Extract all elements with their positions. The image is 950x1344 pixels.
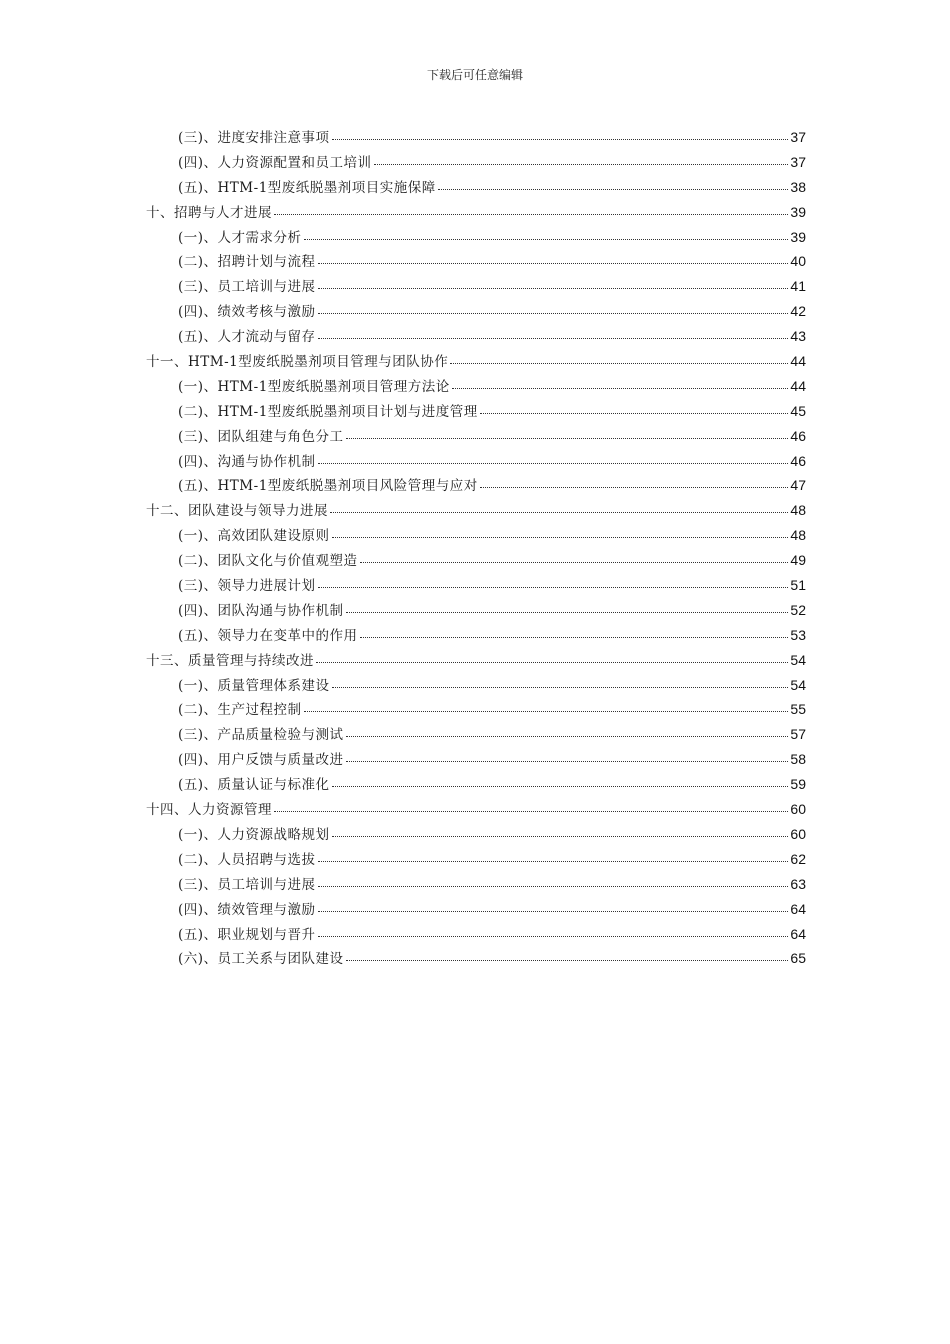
toc-dot-leader xyxy=(304,710,789,712)
toc-entry-page-number: 54 xyxy=(790,676,806,693)
toc-entry-page-number: 49 xyxy=(790,552,806,569)
toc-section-entry[interactable] xyxy=(146,573,806,598)
toc-entry-title: (六)、员工关系与团队建设 xyxy=(178,951,344,968)
toc-entry-page-number: 46 xyxy=(790,427,806,444)
toc-section-entry[interactable] xyxy=(146,847,806,872)
toc-dot-leader xyxy=(318,910,789,912)
toc-entry-page-number: 37 xyxy=(790,129,806,145)
toc-section-entry[interactable] xyxy=(146,772,806,797)
toc-section-entry[interactable] xyxy=(146,722,806,747)
toc-entry-title: 十四、人力资源管理 xyxy=(146,802,272,819)
toc-dot-leader xyxy=(318,312,789,314)
toc-entry-title: (二)、生产过程控制 xyxy=(178,702,302,719)
toc-dot-leader xyxy=(318,262,789,264)
toc-section-entry[interactable] xyxy=(146,872,806,897)
toc-dot-leader xyxy=(346,437,789,439)
toc-dot-leader xyxy=(318,935,789,937)
toc-entry-page-number: 43 xyxy=(790,328,806,345)
toc-dot-leader xyxy=(316,661,788,663)
toc-dot-leader xyxy=(332,686,789,688)
toc-entry-page-number: 42 xyxy=(790,303,806,320)
toc-section-entry[interactable] xyxy=(146,249,806,274)
toc-dot-leader xyxy=(318,885,789,887)
toc-entry-page-number: 63 xyxy=(790,875,806,892)
toc-chapter-entry[interactable] xyxy=(146,648,806,673)
toc-chapter-entry[interactable] xyxy=(146,498,806,523)
toc-entry-title: (四)、沟通与协作机制 xyxy=(178,453,316,470)
toc-entry-title: (四)、用户反馈与质量改进 xyxy=(178,752,344,769)
toc-section-entry[interactable] xyxy=(146,299,806,324)
toc-entry-page-number: 60 xyxy=(790,825,806,842)
toc-entry-title: (五)、职业规划与晋升 xyxy=(178,926,316,943)
toc-chapter-entry[interactable] xyxy=(146,797,806,822)
toc-dot-leader xyxy=(332,138,789,140)
toc-entry-page-number: 47 xyxy=(790,477,806,494)
toc-entry-page-number: 64 xyxy=(790,900,806,917)
toc-entry-page-number: 40 xyxy=(790,253,806,270)
toc-entry-title: (一)、质量管理体系建设 xyxy=(178,677,330,694)
toc-entry-title: (三)、产品质量检验与测试 xyxy=(178,727,344,744)
toc-dot-leader xyxy=(360,561,789,563)
toc-section-entry[interactable] xyxy=(146,374,806,399)
toc-section-entry[interactable] xyxy=(146,399,806,424)
toc-section-entry[interactable] xyxy=(146,274,806,299)
toc-section-entry[interactable] xyxy=(146,225,806,250)
toc-entry-page-number: 58 xyxy=(790,751,806,768)
toc-entry-title: (四)、人力资源配置和员工培训 xyxy=(178,154,372,171)
toc-entry-page-number: 44 xyxy=(790,377,806,394)
toc-dot-leader xyxy=(346,760,789,762)
toc-entry-page-number: 37 xyxy=(790,153,806,170)
toc-entry-page-number: 60 xyxy=(790,801,806,818)
toc-dot-leader xyxy=(318,287,789,289)
toc-dot-leader xyxy=(346,611,789,613)
toc-dot-leader xyxy=(274,810,788,812)
toc-section-entry[interactable] xyxy=(146,125,806,150)
toc-entry-title: (四)、团队沟通与协作机制 xyxy=(178,602,344,619)
toc-section-entry[interactable] xyxy=(146,697,806,722)
toc-section-entry[interactable] xyxy=(146,324,806,349)
toc-dot-leader xyxy=(332,536,789,538)
toc-entry-title: (三)、进度安排注意事项 xyxy=(178,130,330,146)
toc-section-entry[interactable] xyxy=(146,598,806,623)
toc-entry-title: (五)、HTM-1型废纸脱墨剂项目实施保障 xyxy=(178,179,436,196)
table-of-contents xyxy=(146,125,806,971)
toc-section-entry[interactable] xyxy=(146,673,806,698)
toc-dot-leader xyxy=(438,188,789,190)
toc-dot-leader xyxy=(480,486,789,488)
toc-entry-page-number: 52 xyxy=(790,601,806,618)
toc-dot-leader xyxy=(480,412,789,414)
toc-entry-page-number: 51 xyxy=(790,577,806,594)
toc-dot-leader xyxy=(318,462,789,464)
toc-entry-title: (三)、团队组建与角色分工 xyxy=(178,428,344,445)
toc-entry-title: 十、招聘与人才进展 xyxy=(146,204,272,221)
toc-chapter-entry[interactable] xyxy=(146,200,806,225)
toc-dot-leader xyxy=(318,337,789,339)
toc-entry-page-number: 39 xyxy=(790,228,806,245)
toc-entry-title: (五)、人才流动与留存 xyxy=(178,329,316,346)
toc-section-entry[interactable] xyxy=(146,822,806,847)
toc-entry-page-number: 44 xyxy=(790,353,806,370)
toc-section-entry[interactable] xyxy=(146,424,806,449)
toc-section-entry[interactable] xyxy=(146,623,806,648)
toc-entry-page-number: 54 xyxy=(790,651,806,668)
toc-dot-leader xyxy=(274,213,788,215)
toc-dot-leader xyxy=(450,362,788,364)
toc-entry-page-number: 62 xyxy=(790,850,806,867)
toc-entry-title: 十三、质量管理与持续改进 xyxy=(146,652,314,669)
toc-dot-leader xyxy=(330,511,788,513)
toc-entry-title: (四)、绩效管理与激励 xyxy=(178,901,316,918)
toc-section-entry[interactable] xyxy=(146,747,806,772)
toc-section-entry[interactable] xyxy=(146,175,806,200)
toc-dot-leader xyxy=(304,238,789,240)
toc-entry-page-number: 55 xyxy=(790,701,806,718)
toc-dot-leader xyxy=(374,163,789,165)
toc-section-entry[interactable] xyxy=(146,548,806,573)
toc-dot-leader xyxy=(332,835,789,837)
toc-entry-title: (二)、招聘计划与流程 xyxy=(178,254,316,271)
toc-dot-leader xyxy=(332,785,789,787)
toc-entry-title: 十二、团队建设与领导力进展 xyxy=(146,503,328,520)
toc-entry-page-number: 59 xyxy=(790,776,806,793)
toc-section-entry[interactable] xyxy=(146,150,806,175)
toc-dot-leader xyxy=(346,959,789,961)
toc-dot-leader xyxy=(318,860,789,862)
toc-entry-title: (五)、领导力在变革中的作用 xyxy=(178,627,358,644)
toc-chapter-entry[interactable] xyxy=(146,349,806,374)
toc-entry-title: (五)、HTM-1型废纸脱墨剂项目风险管理与应对 xyxy=(178,478,478,495)
toc-entry-page-number: 65 xyxy=(790,950,806,967)
toc-entry-page-number: 48 xyxy=(790,527,806,544)
toc-entry-page-number: 38 xyxy=(790,178,806,195)
toc-dot-leader xyxy=(346,735,789,737)
toc-section-entry[interactable] xyxy=(146,922,806,947)
toc-section-entry[interactable] xyxy=(146,897,806,922)
toc-dot-leader xyxy=(318,586,789,588)
toc-entry-page-number: 53 xyxy=(790,626,806,643)
toc-entry-title: (二)、人员招聘与选拔 xyxy=(178,851,316,868)
toc-entry-title: (四)、绩效考核与激励 xyxy=(178,304,316,321)
toc-entry-title: 十一、HTM-1型废纸脱墨剂项目管理与团队协作 xyxy=(146,354,449,371)
toc-section-entry[interactable] xyxy=(146,946,806,971)
toc-entry-title: (二)、HTM-1型废纸脱墨剂项目计划与进度管理 xyxy=(178,403,478,420)
toc-entry-title: (一)、人才需求分析 xyxy=(178,229,302,246)
toc-entry-page-number: 46 xyxy=(790,452,806,469)
toc-entry-page-number: 41 xyxy=(790,278,806,295)
toc-dot-leader xyxy=(452,387,789,389)
toc-entry-title: (一)、HTM-1型废纸脱墨剂项目管理方法论 xyxy=(178,378,450,395)
toc-entry-page-number: 64 xyxy=(790,925,806,942)
toc-entry-page-number: 45 xyxy=(790,402,806,419)
toc-entry-title: (一)、人力资源战略规划 xyxy=(178,826,330,843)
toc-section-entry[interactable] xyxy=(146,473,806,498)
toc-entry-title: (一)、高效团队建设原则 xyxy=(178,528,330,545)
toc-entry-page-number: 39 xyxy=(790,203,806,220)
toc-entry-title: (二)、团队文化与价值观塑造 xyxy=(178,553,358,570)
toc-section-entry[interactable] xyxy=(146,523,806,548)
toc-entry-title: (五)、质量认证与标准化 xyxy=(178,777,330,794)
toc-section-entry[interactable] xyxy=(146,449,806,474)
toc-dot-leader xyxy=(360,636,789,638)
page-header: 下载后可任意编辑 xyxy=(426,68,523,82)
toc-entry-title: (三)、员工培训与进展 xyxy=(178,876,316,893)
toc-entry-page-number: 57 xyxy=(790,726,806,743)
toc-entry-title: (三)、员工培训与进展 xyxy=(178,279,316,296)
toc-entry-page-number: 48 xyxy=(790,502,806,519)
toc-entry-title: (三)、领导力进展计划 xyxy=(178,578,316,595)
